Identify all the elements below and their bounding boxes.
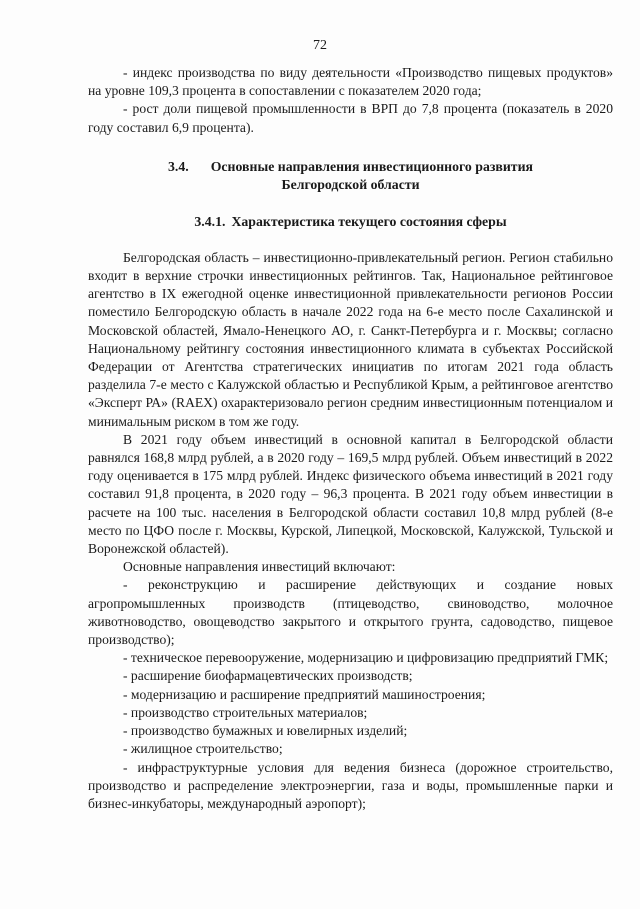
paragraph-investments: В 2021 году объем инвестиций в основной капитал в Белгородской области равнялся 168,8 млрд рублей, а в 2020 году – 169,5 млрд рублей. Объем инвестиций в 2022 году оценивается в 175 млрд рублей. Индекс физического объема инвестиций в 2021 году составил 91,8 процента, в 2020 году – 96,3 процента. В 2021 году объем инвестиции в расчете на 100 тыс. населения в Белгородской области составил 10,8 млрд рублей (8-е место по ЦФО после г. Москвы, Курской, Липецкой, Московской, Калужской, Тульской и Воронежской областей).	[88, 431, 613, 557]
section-number: 3.4.	[167, 158, 189, 174]
subsection-title: Характеристика текущего состояния сферы	[231, 213, 507, 229]
direction-item: - расширение биофармацевтических производств;	[123, 668, 413, 684]
direction-item: - реконструкцию и расширение действующих и создание новых агропромышленных производств (птицеводство, свиноводство, молочное животноводство, овощеводство закрытого и открытого грунта, садоводство, пищевое производство);	[88, 577, 613, 648]
section-title-line1: Основные направления инвестиционного развития	[210, 158, 533, 174]
direction-item: - жилищное строительство;	[123, 741, 283, 757]
direction-item: - производство строительных материалов;	[123, 704, 368, 720]
intro-item: - рост доли пищевой промышленности в ВРП до 7,8 процента (показатель в 2020 году составил 6,9 процента).	[88, 101, 613, 135]
section-title-line2: Белгородской области	[281, 176, 420, 192]
section-heading	[88, 158, 613, 194]
subsection-heading	[88, 213, 613, 231]
direction-item: - производство бумажных и ювелирных изделий;	[123, 723, 408, 739]
page-content	[88, 64, 613, 813]
direction-item: - инфраструктурные условия для ведения бизнеса (дорожное строительство, производство и распределение электроэнергии, газа и воды, промышленные парки и бизнес-инкубаторы, международный аэропорт);	[88, 759, 613, 811]
page-number: 72	[313, 38, 327, 53]
direction-item: - техническое перевооружение, модернизацию и цифровизацию предприятий ГМК;	[123, 650, 609, 666]
paragraph-directions-intro: Основные направления инвестиций включают:	[123, 559, 396, 575]
intro-item: - индекс производства по виду деятельности «Производство пищевых продуктов» на уровне 109,3 процента в сопоставлении с показателем 2020 года;	[88, 65, 613, 99]
direction-item: - модернизацию и расширение предприятий машиностроения;	[123, 686, 486, 702]
subsection-number: 3.4.1.	[194, 213, 226, 229]
paragraph-ratings: Белгородская область – инвестиционно-привлекательный регион. Регион стабильно входит в верхние строчки инвестиционных рейтингов. Так, Национальное рейтинговое агентство в IX ежегодной оценке инвестиционной привлекательности регионов России поместило Белгородскую область в начале 2022 года на 6-е место после Сахалинской и Московской областей, Ямало-Ненецкого АО, г. Санкт-Петербурга и г. Москвы; согласно Национальному рейтингу состояния инвестиционного климата в субъектах Российской Федерации от Агентства стратегических инициатив по итогам 2021 года область разделила 7-е место с Калужской областью и Республикой Крым, а рейтинговое агентство «Эксперт РА» (RAEX) охарактеризовало регион средним инвестиционным потенциалом и минимальным риском в том же году.	[88, 249, 613, 429]
